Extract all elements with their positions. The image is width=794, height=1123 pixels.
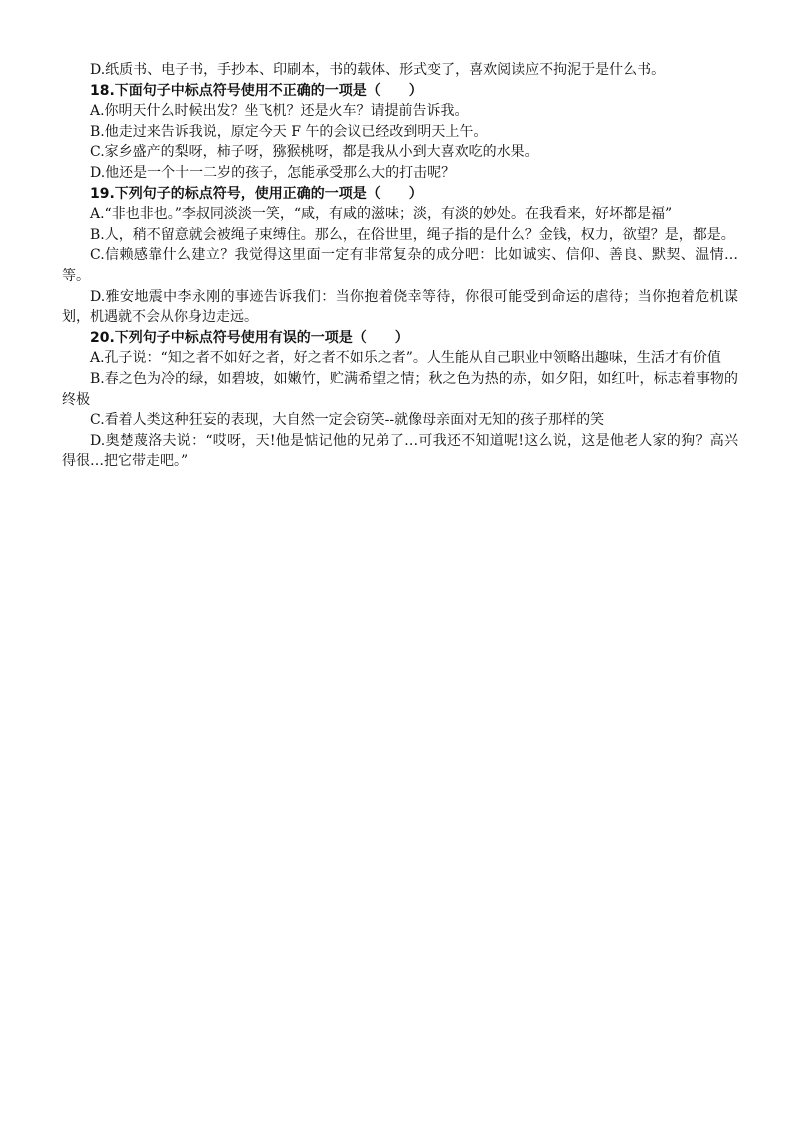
question-20-option-a: A.孔子说：“知之者不如好之者，好之者不如乐之者”。人生能从自己职业中领略出趣味，生活才有价值 xyxy=(90,350,721,367)
question-18-stem: 18.下面句子中标点符号使用不正确的一项是（ ） xyxy=(90,82,423,99)
question-19-option-a: A.“非也非也。”李叔同淡淡一笑，“咸，有咸的滋味；淡，有淡的妙处。在我看来，好坏都是福” xyxy=(90,206,673,223)
question-19-stem: 19.下列句子的标点符号，使用正确的一项是（ ） xyxy=(90,185,423,202)
question-18-option-c: C.家乡盛产的梨呀，柿子呀，猕猴桃呀，都是我从小到大喜欢吃的水果。 xyxy=(90,144,539,161)
option-d-prev: D.纸质书、电子书，手抄本、印刷本，书的载体、形式变了，喜欢阅读应不拘泥于是什么书。 xyxy=(90,62,666,78)
question-19-option-c: C.信赖感靠什么建立？我觉得这里面一定有非常复杂的成分吧：比如诚实、信仰、善良、默契、温情…等。 xyxy=(62,247,738,284)
question-19-option-b: B.人，稍不留意就会被绳子束缚住。那么，在俗世里，绳子指的是什么？金钱，权力，欲望？是，都是。 xyxy=(90,226,735,243)
question-19-option-d: D.雅安地震中李永刚的事迹告诉我们：当你抱着侥幸等待，你很可能受到命运的虐待；当你抱着危机谋划，机遇就不会从你身边走远。 xyxy=(62,288,738,326)
question-18-option-d: D.他还是一个十一二岁的孩子，怎能承受那么大的打击呢？ xyxy=(90,164,456,181)
question-18-option-a: A.你明天什么时候出发？坐飞机？还是火车？请提前告诉我。 xyxy=(90,103,469,120)
question-20-stem: 20.下列句子中标点符号使用有误的一项是（ ） xyxy=(90,329,409,346)
question-20-option-c: C.看着人类这种狂妄的表现，大自然一定会窃笑--就像母亲面对无知的孩子那样的笑 xyxy=(90,412,605,429)
question-20-option-b: B.春之色为冷的绿，如碧坡，如嫩竹，贮满希望之情；秋之色为热的赤，如夕阳，如红叶，标志着事物的终极 xyxy=(62,370,738,408)
question-20-option-d: D.奥楚蔑洛夫说：“哎呀，天!他是惦记他的兄弟了…可我还不知道呢!这么说，这是他老人家的狗？高兴得很…把它带走吧。” xyxy=(62,432,738,470)
document-page xyxy=(62,60,738,472)
question-18-option-b: B.他走过来告诉我说，原定今天 F 午的会议已经改到明天上午。 xyxy=(90,123,488,140)
